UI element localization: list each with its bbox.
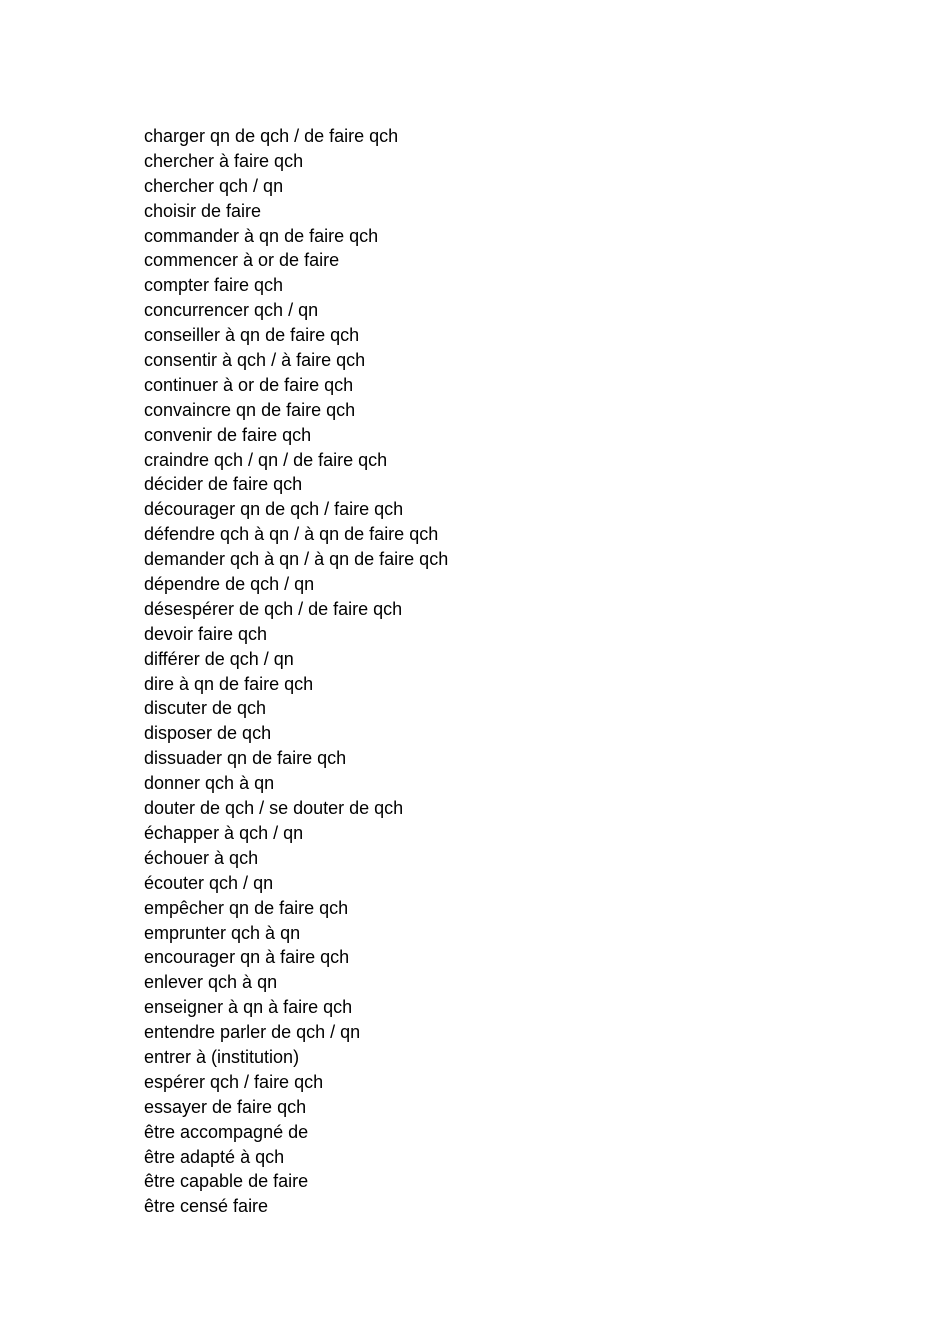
list-item: craindre qch / qn / de faire qch	[144, 449, 388, 470]
list-item: écouter qch / qn	[144, 872, 274, 893]
list-item: encourager qn à faire qch	[144, 947, 350, 968]
list-item: devoir faire qch	[144, 623, 268, 644]
list-item: convaincre qn de faire qch	[144, 399, 356, 420]
list-item: être adapté à qch	[144, 1146, 285, 1167]
list-item: essayer de faire qch	[144, 1096, 307, 1117]
list-item: charger qn de qch / de faire qch	[144, 126, 399, 146]
list-item: décourager qn de qch / faire qch	[144, 499, 404, 520]
list-item: chercher à faire qch	[144, 150, 304, 171]
list-item: conseiller à qn de faire qch	[144, 325, 360, 346]
list-item: défendre qch à qn / à qn de faire qch	[144, 524, 439, 545]
list-item: être accompagné de	[144, 1121, 309, 1142]
list-item: enlever qch à qn	[144, 972, 278, 993]
list-item: choisir de faire	[144, 200, 262, 221]
list-item: enseigner à qn à faire qch	[144, 997, 353, 1018]
list-item: emprunter qch à qn	[144, 922, 301, 943]
list-item: douter de qch / se douter de qch	[144, 798, 404, 819]
list-item: donner qch à qn	[144, 773, 275, 794]
list-item: empêcher qn de faire qch	[144, 897, 349, 918]
list-item: consentir à qch / à faire qch	[144, 350, 366, 371]
list-item: commencer à or de faire	[144, 250, 340, 271]
list-item: entrer à (institution)	[144, 1046, 300, 1067]
list-item: désespérer de qch / de faire qch	[144, 598, 403, 619]
list-item: continuer à or de faire qch	[144, 374, 354, 395]
list-item: décider de faire qch	[144, 474, 303, 495]
verb-construction-list	[144, 124, 448, 1219]
list-item: compter faire qch	[144, 275, 284, 296]
list-item: différer de qch / qn	[144, 648, 294, 669]
list-item: échapper à qch / qn	[144, 822, 304, 843]
list-item: espérer qch / faire qch	[144, 1071, 324, 1092]
list-item: dire à qn de faire qch	[144, 673, 314, 694]
list-item: convenir de faire qch	[144, 424, 312, 445]
list-item: concurrencer qch / qn	[144, 300, 319, 321]
list-item: être capable de faire	[144, 1171, 309, 1192]
list-item: être censé faire	[144, 1196, 269, 1217]
list-item: dissuader qn de faire qch	[144, 748, 347, 769]
list-item: chercher qch / qn	[144, 175, 284, 196]
list-item: discuter de qch	[144, 698, 267, 719]
list-item: commander à qn de faire qch	[144, 225, 379, 246]
list-item: échouer à qch	[144, 847, 259, 868]
list-item: dépendre de qch / qn	[144, 574, 315, 595]
list-item: disposer de qch	[144, 723, 272, 744]
list-item: demander qch à qn / à qn de faire qch	[144, 549, 449, 570]
list-item: entendre parler de qch / qn	[144, 1022, 361, 1043]
